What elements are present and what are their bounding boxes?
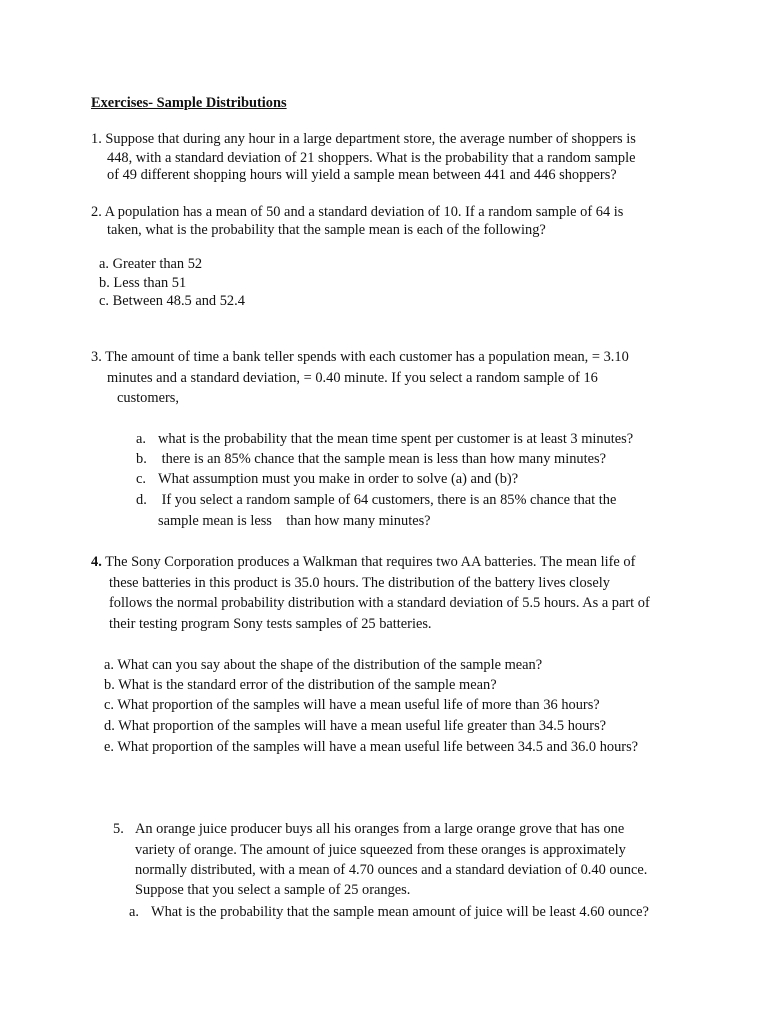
page-title: Exercises- Sample Distributions <box>91 95 287 111</box>
question-4-part-c: c. What proportion of the samples will have a mean useful life of more than 36 hours? <box>104 697 600 713</box>
question-3-line-2: minutes and a standard deviation, = 0.40 minute. If you select a random sample of 16 <box>107 370 598 386</box>
question-3-part-a: a. what is the probability that the mean time spent per customer is at least 3 minutes? <box>136 431 634 447</box>
question-4-line-4: their testing program Sony tests samples of 25 batteries. <box>109 616 432 632</box>
question-text: Suppose that during any hour in a large department store, the average number of shoppers is <box>105 131 636 147</box>
question-number: 4. <box>91 554 102 570</box>
question-text: The Sony Corporation produces a Walkman that requires two AA batteries. The mean life of <box>105 554 636 570</box>
question-4-part-b: b. What is the standard error of the distribution of the sample mean? <box>104 677 497 693</box>
question-2-line-2: taken, what is the probability that the sample mean is each of the following? <box>107 222 546 238</box>
question-4-part-e: e. What proportion of the samples will have a mean useful life between 34.5 and 36.0 hours? <box>104 739 639 755</box>
question-2-line-1 <box>91 202 623 222</box>
question-1-line-3: of 49 different shopping hours will yield a sample mean between 441 and 446 shoppers? <box>107 167 617 183</box>
question-4-part-a: a. What can you say about the shape of the distribution of the sample mean? <box>104 657 543 673</box>
question-number: 2. <box>91 204 102 220</box>
question-3-part-b: b. there is an 85% chance that the sample mean is less than how many minutes? <box>136 451 606 467</box>
question-1-line-1 <box>91 129 636 149</box>
question-3-part-c: c. What assumption must you make in order to solve (a) and (b)? <box>136 471 519 487</box>
question-text: An orange juice producer buys all his oranges from a large orange grove that has one <box>135 821 625 837</box>
question-2-part-c: c. Between 48.5 and 52.4 <box>99 293 245 309</box>
question-2-part-a: a. Greater than 52 <box>99 256 203 272</box>
question-5-part-a: a. What is the probability that the sample mean amount of juice will be least 4.60 ounce? <box>129 904 649 920</box>
question-3-line-1 <box>91 347 629 367</box>
question-text: The amount of time a bank teller spends with each customer has a population mean, = 3.10 <box>105 349 629 365</box>
question-4-line-2: these batteries in this product is 35.0 hours. The distribution of the battery lives closely <box>109 575 610 591</box>
question-2-part-b: b. Less than 51 <box>99 275 187 291</box>
question-1-line-2: 448, with a standard deviation of 21 shoppers. What is the probability that a random sample <box>107 150 636 166</box>
question-number: 5. <box>113 821 124 837</box>
question-3-line-3: customers, <box>117 390 179 406</box>
question-number: 3. <box>91 349 102 365</box>
question-5-line-4: Suppose that you select a sample of 25 oranges. <box>135 882 411 898</box>
question-5-line-3: normally distributed, with a mean of 4.70 ounces and a standard deviation of 0.40 ounce. <box>135 862 648 878</box>
question-4-line-3: follows the normal probability distribution with a standard deviation of 5.5 hours. As a part of <box>109 595 650 611</box>
question-3-part-d: d. If you select a random sample of 64 customers, there is an 85% chance that the <box>136 492 617 508</box>
question-5-line-1 <box>113 819 624 839</box>
question-4-line-1 <box>91 552 635 572</box>
question-4-part-d: d. What proportion of the samples will have a mean useful life greater than 34.5 hours? <box>104 718 607 734</box>
question-5-line-2: variety of orange. The amount of juice squeezed from these oranges is approximately <box>135 842 626 858</box>
question-number: 1. <box>91 131 102 147</box>
question-text: A population has a mean of 50 and a standard deviation of 10. If a random sample of 64 is <box>104 204 624 220</box>
question-3-part-d-cont: sample mean is less than how many minutes? <box>158 513 431 529</box>
